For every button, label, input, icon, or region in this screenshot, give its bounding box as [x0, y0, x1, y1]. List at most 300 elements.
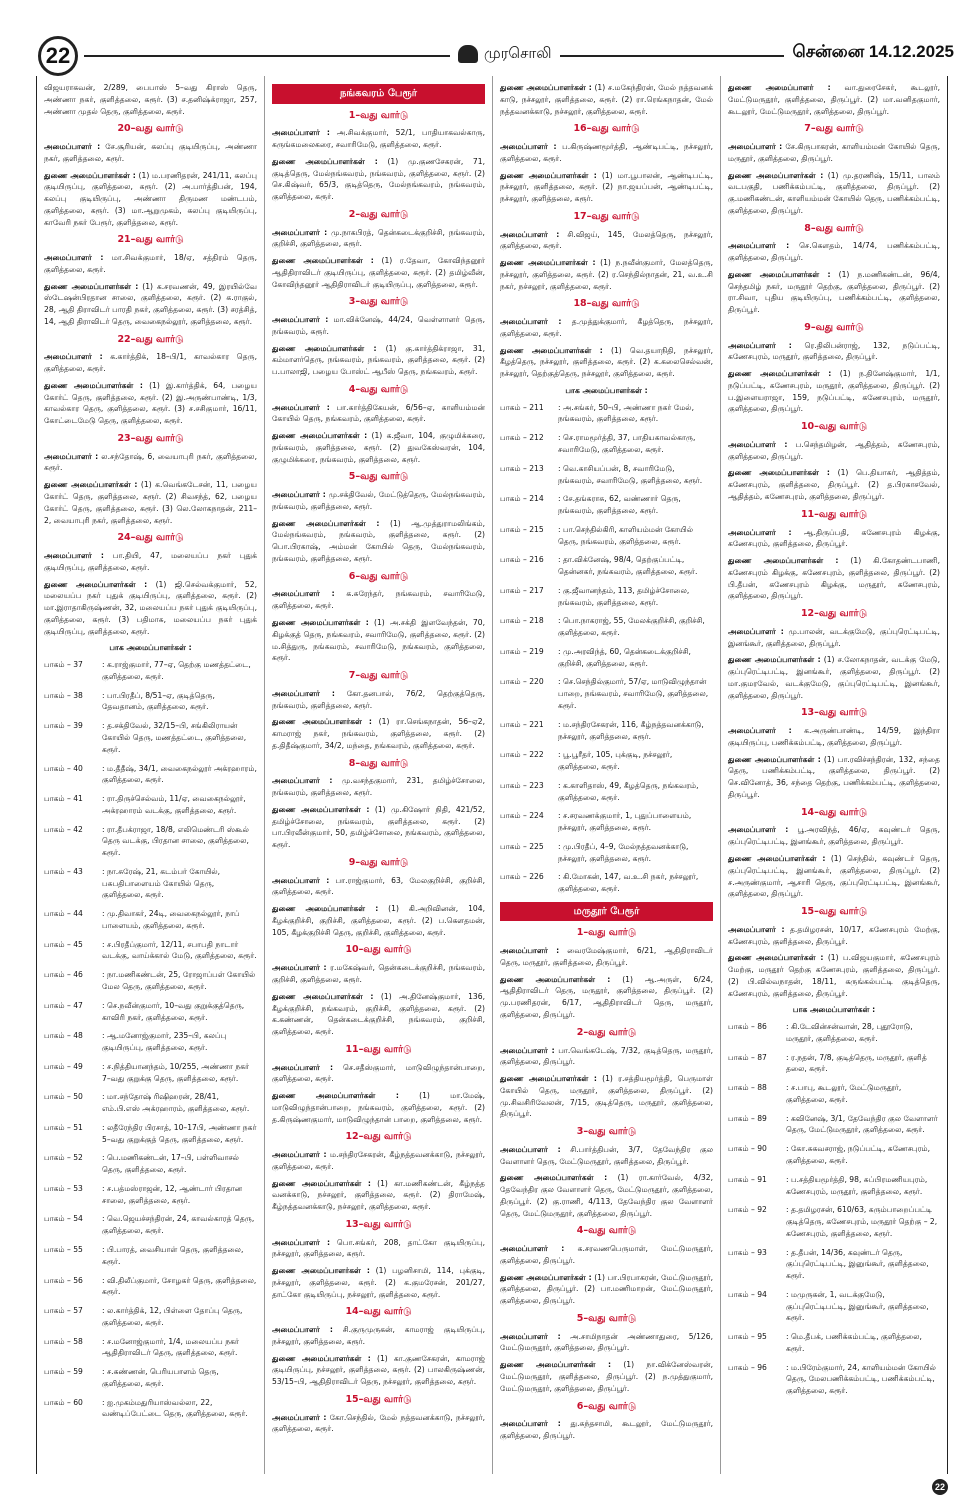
role-label: அமைப்பாளர் :	[500, 1244, 565, 1254]
booth-number: பாகம் – 50	[44, 1092, 83, 1102]
role-label: அமைப்பாளர் :	[500, 142, 557, 152]
entry-text: (1) பா.ரவிச்சந்திரன், 132, சந்தை தெரு, பணிக்கம்பட்டி, குளித்தலை, திருப்பூர். (2) செ.வினோத், 36, சந்தை தெற்கு, பணிக்கம்பட்டி, குளித்தலை, திருப்பூர்.	[728, 754, 940, 799]
entry-paragraph	[728, 170, 940, 217]
entry-text: (1) வெ.தயாநிதி, நச்சலூர், கீழத்தெரு, நச்சலூர், குளித்தலை, கரூர். (2) க.கலைசெல்வன், நச்சலூர், தெற்குத்தெரு, நச்சலூர், குளித்தலை, கரூர்.	[500, 345, 713, 379]
entry-text: பா.கார்த்திகேயன், 6/56–ஏ, காளியம்மன் கோயில் தெரு, நங்கவரம், குளித்தலை, கரூர்.	[272, 402, 485, 424]
entry-paragraph	[44, 82, 257, 117]
ward-heading: 3–வது வார்டு	[576, 1126, 637, 1138]
booth-entry	[44, 659, 257, 683]
booth-entry	[44, 824, 257, 859]
entry-paragraph	[728, 439, 940, 463]
booth-organizer: : ச.நித்தியானந்தம், 10/255, அண்ணா நகர் 7–வது குறுக்கு தெரு, குளித்தலை, கரூர்.	[102, 1061, 250, 1083]
role-label: துணை அமைப்பாளர்கள் :	[500, 83, 592, 92]
booth-number: பாகம் – 44	[44, 909, 83, 919]
booth-organizer: : ப.சத்தியமூர்த்தி, 98, சுப்பிரமணியபுரம், கணேசபுரம், மருதூர், குளித்தலை, கரூர்.	[786, 1174, 928, 1196]
role-label: அமைப்பாளர் :	[44, 551, 104, 561]
role-label: துணை அமைப்பாளர்கள் :	[500, 1272, 592, 1282]
entry-paragraph	[500, 1045, 713, 1069]
entry-text: (1) க.சரவணன், 49, இரயில்வே ஸ்டேஷன்பிரதான சாலை, குளித்தலை, கரூர். (2) க.ராகுல், 28, ஆதி திராவிடர் பாரதி நகர், குளித்தலை, கரூர். (3) சரத்சித், 14, ஆதி திராவிடர் தெரு, வைகைநல்லூர், குளித்தலை, கரூர்.	[44, 281, 257, 326]
booth-organizer: : ச.கண்ணன், பெரியபாளம் தெரு, குளித்தலை, கரூர்.	[102, 1367, 219, 1388]
booth-number: பாகம் – 226	[500, 872, 544, 882]
booth-entry	[728, 1143, 940, 1167]
booth-number: பாகம் – 60	[44, 1397, 83, 1407]
booth-number: பாகம் – 38	[44, 690, 83, 700]
booth-number: பாகம் – 215	[500, 524, 544, 534]
entry-paragraph	[500, 316, 713, 340]
booth-organizer: : ச.பிரதீப்குமார், 12/11, சபாபதி நாடார் வடக்கு, வாய்க்கால் மேடு, குளித்தலை, கரூர்.	[102, 939, 257, 961]
entry-text: க.சரவணபெருமாள், மேட்டுமருதூர், குளித்தலை, திருப்பூர்.	[500, 1244, 713, 1265]
booth-entry	[500, 585, 713, 609]
role-label: அமைப்பாளர் :	[272, 1412, 327, 1422]
role-label: துணை அமைப்பாளர்கள் :	[272, 904, 379, 914]
booth-entry	[44, 1152, 257, 1176]
booth-organizer: : நா.சுரேஷ், 21, கடம்பர் கோயில், பசுபதிபாளையம் கோயில் தெரு, குளித்தலை, கரூர்.	[102, 866, 221, 900]
entry-text: ப.கிருஷ்ணமூர்த்தி, ஆண்டிபட்டி, நச்சலூர், குளித்தலை, கரூர்.	[500, 142, 713, 163]
entry-text: மு.சக்திவேல், மேட்டுத்தெரு, மேல்நங்கவரம், நங்கவரம், குளித்தலை, கரூர்.	[272, 490, 485, 511]
role-label: அமைப்பாளர் :	[728, 726, 792, 736]
booth-entry	[44, 1397, 257, 1421]
booth-entry	[44, 969, 257, 993]
role-label: அமைப்பாளர் :	[272, 1237, 330, 1247]
entry-paragraph	[500, 1073, 713, 1120]
entry-paragraph	[44, 479, 257, 526]
booth-entry	[728, 1289, 940, 1324]
entry-paragraph	[728, 240, 940, 264]
entry-text: (1) க.ஜீவா, 104, குழுமிக்கரை, நங்கவரம், குளித்தலை, கரூர். (2) துவகேஸ்வரன், 104, குழுமிக்கரை, நங்கவரம், குளித்தலை, கரூர்.	[272, 431, 485, 464]
ward-heading: 6–வது வார்டு	[576, 1400, 637, 1412]
booth-entry	[500, 719, 713, 743]
role-label: அமைப்பாளர் :	[728, 340, 792, 350]
entry-paragraph	[272, 1353, 485, 1388]
entry-paragraph	[272, 156, 485, 203]
role-label: துணை அமைப்பாளர்கள் :	[272, 1178, 371, 1188]
role-label: துணை அமைப்பாளர்கள் :	[500, 170, 597, 180]
booth-organizer: : ச.மனோஜ்குமார், 1/4, மலையப்ப நகர் ஆதிதிராவிடர் தெரு, குளித்தலை, கரூர்.	[102, 1336, 239, 1358]
ward-heading: 1–வது வார்டு	[576, 927, 637, 939]
role-label: அமைப்பாளர் :	[728, 825, 789, 835]
booth-number: பாகம் – 91	[728, 1174, 767, 1184]
entry-paragraph	[272, 775, 485, 799]
role-label: துணை அமைப்பாளர்கள் :	[500, 974, 611, 984]
entry-paragraph	[272, 903, 485, 938]
entry-text: (1) மு.தரணிஷ், 15/11, பாலம் வடபகுதி, பணிக்கம்பட்டி, குளித்தலை, திருப்பூர். (2) கு.மணிகண்டன், காளியம்மன் கோயில் தெரு, பணிக்கம்பட்டி, குளித்தலை, திருப்பூர்.	[728, 170, 940, 215]
subheading: பாக அமைப்பாளர்கள் :	[792, 1005, 876, 1015]
ward-heading: 7–வது வார்டு	[348, 670, 409, 682]
ward-heading: 5–வது வார்டு	[348, 471, 409, 483]
entry-text: (1) மு.கிஷோர் நிதி, 421/52, தமிழ்ச்சோலை, நங்கவரம், குளித்தலை, கரூர். (2) பா.பிரவீன்குமார், 50, தமிழ்ச்சோலை, நங்கவரம், குளித்தலை, கரூர்.	[272, 804, 485, 850]
role-label: அமைப்பாளர் :	[500, 1144, 561, 1154]
entry-text: (1) மா.பூபாலன், ஆண்டிபட்டி, நச்சலூர், குளித்தலை, கரூர். (2) நா.ஜயப்பன், ஆண்டிபட்டி, நச்சலூர், குளித்தலை, கரூர்.	[500, 170, 713, 204]
ward-heading: 10–வது வார்டு	[800, 421, 868, 433]
role-label: துணை அமைப்பாளர்கள் :	[44, 281, 139, 291]
entry-text: ல.சந்தோஷ், 6, வையாபுரி நகர், குளித்தலை, கரூர்.	[44, 451, 257, 473]
booth-entry	[44, 1061, 257, 1085]
booth-organizer: : க.காளிதாஸ், 49, கீழத்தெரு, நங்கவரம், குளித்தலை, கரூர்.	[558, 780, 699, 802]
booth-number: பாகம் – 93	[728, 1247, 767, 1257]
entry-text: செ.கௌதம், 14/74, பணிக்கம்பட்டி, குளித்தலை, திருப்பூர்.	[728, 241, 940, 263]
role-label: அமைப்பாளர் :	[272, 227, 328, 237]
booth-number: பாகம் – 54	[44, 1214, 83, 1224]
ward-heading: 22–வது வார்டு	[117, 333, 184, 345]
entry-text: த.முத்துக்குமார், கீழத்தெரு, நச்சலூர், குளித்தலை, கரூர்.	[500, 317, 713, 338]
role-label: துணை அமைப்பாளர்கள் :	[272, 717, 372, 727]
booth-entry	[44, 1122, 257, 1146]
entry-paragraph	[728, 626, 940, 650]
ward-heading: 15–வது வார்டு	[800, 906, 868, 918]
ward-heading: 7–வது வார்டு	[804, 123, 864, 135]
entry-paragraph	[728, 340, 940, 364]
role-label: அமைப்பாளர் :	[44, 142, 101, 152]
ward-heading: 10–வது வார்டு	[345, 944, 412, 956]
entry-paragraph	[728, 527, 940, 551]
newspaper-name: முரசொலி	[484, 44, 552, 62]
entry-text: சி.விஜய், 145, மேலத்தெரு, நச்சலூர், குளித்தலை, கரூர்.	[500, 229, 713, 251]
entry-paragraph	[728, 368, 940, 415]
booth-organizer: : வி.திலீப்குமார், சோழகர் தெரு, குளித்தலை, கரூர்.	[102, 1275, 257, 1297]
entry-text: (1) கா.மணிகண்டன், கீழ்நத்த வனக்காடு, நச்சலூர், குளித்தலை, கரூர். (2) திராமேஷ், கீழ்நத்தவனக்காடு, நச்சலூர், குளித்தலை, கரூர்.	[272, 1178, 485, 1212]
ward-heading: 13–வது வார்டு	[800, 707, 868, 719]
role-label: துணை அமைப்பாளர்கள் :	[44, 380, 143, 390]
entry-text: மா.விக்னேஷ், 44/24, வெள்ளாளர் தெரு, நங்கவரம், கரூர்.	[272, 315, 485, 336]
role-label: அமைப்பாளர் :	[728, 527, 792, 537]
booth-number: பாகம் – 37	[44, 660, 83, 670]
ward-heading: 2–வது வார்டு	[348, 208, 409, 220]
entry-text: பா.தியி, 47, மலையப்ப நகர் புதுக் குடியிருப்பு, குளித்தலை, கரூர்.	[44, 551, 257, 572]
booth-entry	[44, 1213, 257, 1237]
entry-paragraph	[500, 82, 713, 117]
ward-heading: 15–வது வார்டு	[345, 1393, 412, 1405]
entry-text: வா.துரைசேகர், கூடலூர், மேட்டுமருதூர், குளித்தலை, திருப்பூர். (2) மா.வனிதகுமார், கூடலூர், மேட்டுமருதூர், குளித்தலை, திருப்பூர்.	[728, 83, 940, 116]
entry-text: சே.கிருபாகரன், காளியம்மன் கோயில் தெரு, மருதூர், குளித்தலை, திருப்பூர்.	[728, 142, 940, 163]
role-label: அமைப்பாளர் :	[500, 946, 560, 956]
entry-paragraph	[728, 654, 940, 701]
ward-heading: 4–வது வார்டு	[348, 383, 409, 395]
booth-number: பாகம் – 57	[44, 1306, 83, 1316]
entry-text: (1) ந.நவீன்குமார், மேலத்தெரு, நச்சலூர், குளித்தலை, கரூர். (2) ர.செந்தில்நாதன், 21, வ.உ.சி நகர், நச்சலூர், குளித்தலை, கரூர்.	[500, 258, 713, 291]
role-label: துணை அமைப்பாளர்கள் :	[728, 468, 830, 478]
booth-number: பாகம் – 88	[728, 1083, 767, 1093]
ward-heading: 21–வது வார்டு	[117, 234, 184, 246]
booth-organizer: : ம.பிரேம்குமார், 24, காளியம்மன் கோயில் தெரு, மேலபணிக்கம்பட்டி, பணிக்கம்பட்டி, குளித்தலை, கரூர்.	[786, 1362, 936, 1396]
role-label: அமைப்பாளர் :	[272, 688, 335, 698]
entry-text: ப.செந்தமிழன், ஆதித்தம், கணேசபுரம், குளித்தலை, திருப்பூர்.	[728, 439, 940, 461]
booth-number: பாகம் – 213	[500, 463, 544, 473]
role-label: அமைப்பாளர் :	[44, 451, 99, 461]
entry-text: (1) கி.அறிவினன், 104, கீழக்குறிச்சி, குறிச்சி, குளித்தலை, கரூர். (2) ப.கௌதமன், 105, கீழக்குறிச்சி தெரு, குறிச்சி, குளித்தலை, கரூர்.	[272, 904, 485, 937]
booth-entry	[500, 810, 713, 834]
entry-paragraph	[500, 345, 713, 380]
entry-paragraph	[44, 579, 257, 638]
role-label: துணை அமைப்பாளர்கள் :	[728, 556, 839, 566]
entry-paragraph	[500, 1144, 713, 1168]
entry-text: ரெ.திலிபன்ராஜ், 132, நடுப்பட்டி, கணேசபுரம், மருதூர், குளித்தலை, திருப்பூர்.	[728, 340, 940, 362]
entry-paragraph	[272, 343, 485, 378]
role-label: அமைப்பாளர் :	[272, 776, 333, 786]
ward-heading: 11–வது வார்டு	[800, 508, 868, 520]
article-columns	[36, 76, 948, 1474]
entry-text: சி.பார்த்திபன், 3/7, தேவேந்திர குல வேளாளர் தெரு, மேட்டுமருதூர், குளித்தலை, திருப்பூர்.	[500, 1144, 713, 1166]
booth-organizer: : வெ.காசியப்பன், 8, சவாரிமேடு, நங்கவரம், சவாரிமேடு, குளித்தலை, கரூர்.	[558, 463, 703, 485]
booth-organizer: : ல.கார்த்திக், 12, பிள்ளை தோப்பு தெரு, குளித்தலை, கரூர்.	[102, 1306, 243, 1327]
column-2	[264, 76, 492, 1474]
entry-text: மு.நாகபிரத், தென்கடைக்குறிச்சி, நங்கவரம், குறிச்சி, குளித்தலை, கரூர்.	[272, 227, 485, 249]
booth-organizer: : லதீரேந்திர பிரசாத், 10–17பி, அண்ணா நகர் 5–வது குறுக்குத் தெரு, குளித்தலை, கரூர்.	[102, 1122, 257, 1144]
booth-organizer: : ரா.தீபக்ராஜா, 18/8, எலிமெண்டரி ஸ்கூல் தெரு வடக்கு, பிரதான சாலை, குளித்தலை, கரூர்.	[102, 824, 249, 858]
entry-paragraph	[500, 1172, 713, 1219]
entry-paragraph	[272, 430, 485, 465]
entry-paragraph	[272, 227, 485, 251]
entry-text: (1) ஆ.முத்துராமலிங்கம், மேல்நங்கவரம், நங்கவரம், குளித்தலை, கரூர். (2) பொ.பிரகாஷ், அம்மன் கோயில் தெரு, மேல்நங்கவரம், நங்கவரம், குளித்தலை, கரூர்.	[272, 518, 486, 563]
masthead	[18, 24, 954, 70]
entry-text: கோ.தனபால், 76/2, தெற்குத்தெரு, நங்கவரம், குளித்தலை, கரூர்.	[272, 688, 485, 710]
dateline: சென்னை 14.12.2025	[784, 42, 954, 64]
ward-heading: 9–வது வார்டு	[348, 856, 409, 868]
entry-paragraph	[728, 952, 940, 999]
entry-text: (1) ம.பரணிதரன், 241/11, கலப்பு குடியிருப்பு, குளித்தலை, கரூர். (2) அ.பார்த்திபன், 194, கலப்பு குடியிருப்பு, அண்ணா திருமண மண்டபம், குளித்தலை, கரூர். (3) மா.ஆறுமுகம், கலப்பு குடியிருப்பு, காவேரி நகர் பேரூர், குளித்தலை, கரூர்.	[44, 170, 257, 227]
ward-heading: 23–வது வார்டு	[117, 433, 184, 444]
entry-text: (1) ர.சத்தியமூர்த்தி, பெருமாள் கோயில் தெரு, மருதூர், குளித்தலை, திருப்பூர். (2) மு.சிவசிரிவேலன், 7/15, குடித்தெரு, மருதூர், குளித்தலை, திருப்பூர்.	[500, 1074, 713, 1119]
entry-text: (1) இ.கார்த்திக், 64, பழைய கோர்ட் தெரு, குளித்தலை, கரூர். (2) இ.அருண்பாண்டி, 1/3, காவல்கார தெரு, குளித்தலை, கரூர். (3) ச.சசிகுமார், 16/11, கோட்டைமேடு தெரு, குளித்தலை, கரூர்.	[44, 380, 257, 426]
entry-paragraph	[44, 281, 257, 328]
booth-entry	[44, 1000, 257, 1024]
booth-organizer: : பா.பிரதீப், 8/51–ஏ, குடித்தெரு, தேவதானம், குளித்தலை, கரூர்.	[102, 690, 215, 712]
booth-organizer: : மமுருகன், 1, வடக்குமேடு, குப்புரெட்டிபட்டி, இனுங்கூர், குளித்தலை, கரூர்.	[786, 1289, 929, 1323]
entry-text: (1) ச.மகேந்திரன், மேல் நத்தவனக் காடு, நச்சலூர், குளித்தலை, கரூர். (2) ரா.ரெங்கநாதன், மேல் நத்தவனக்காடு, நச்சலூர், குளித்தலை, கரூர்.	[500, 83, 713, 116]
booth-entry	[44, 1183, 257, 1207]
booth-organizer: : மெ.தீபக், பணிக்கம்பட்டி, குளித்தலை, கரூர்.	[786, 1332, 922, 1353]
entry-text: பா.வெங்கடேஷ், 7/32, குடித்தெரு, மருதூர், குளித்தலை, திருப்பூர்.	[500, 1045, 713, 1067]
entry-paragraph	[728, 269, 940, 316]
booth-entry	[500, 402, 713, 426]
booth-number: பாகம் – 89	[728, 1113, 767, 1123]
entry-paragraph	[272, 804, 485, 851]
booth-number: பாகம் – 46	[44, 970, 83, 980]
role-label: துணை அமைப்பாளர்கள் :	[272, 804, 370, 814]
entry-text: (1) அ.சக்தி இளவேந்தன், 70, கிழக்குத் தெரு, நங்கவரம், சவாரிமேடு, குளித்தலை, கரூர். (2) ம.சித்துரு, நங்கவரம், சவாரிமேடு, நங்கவரம், குளித்தலை, கரூர்.	[272, 618, 486, 663]
booth-number: பாகம் – 211	[500, 402, 544, 412]
entry-paragraph	[272, 617, 485, 664]
entry-paragraph	[500, 1243, 713, 1267]
entry-paragraph	[500, 229, 713, 253]
entry-paragraph	[272, 1324, 485, 1348]
booth-organizer: : கவினேஷ், 3/1, தேவேந்திர குல வேளாளர் தெரு, மேட்டுமருதூர், குளித்தலை, கரூர்.	[786, 1113, 938, 1135]
role-label: அமைப்பாளர் :	[272, 315, 329, 325]
entry-paragraph	[728, 853, 940, 900]
role-label: அமைப்பாளர் :	[728, 439, 788, 449]
booth-number: பாகம் – 224	[500, 811, 544, 821]
role-label: துணை அமைப்பாளர்கள் :	[272, 256, 374, 266]
role-label: துணை அமைப்பாளர்கள் :	[728, 953, 824, 963]
role-label: அமைப்பாளர் :	[272, 128, 330, 138]
entry-text: த.தமிழரசன், 10/17, கணேசபுரம் மேற்கு, கணேசபுரம், குளித்தலை, திருப்பூர்.	[728, 924, 940, 946]
entry-text: (1) மு.குணசேகரன், 71, குடித்தெரு, மேல்நங்கவரம், நங்கவரம், குளித்தலை, கரூர். (2) செ.கிஷ்வர், 65/3, குடித்தெரு, மேல்நங்கவரம், நங்கவரம், குளித்தலை, கரூர்.	[272, 156, 485, 202]
role-label: துணை அமைப்பாளர்கள் :	[272, 618, 369, 628]
entry-text: (1) ரா.செங்கநாதன், 56–ஏ2, காமராஜ் நகர், நங்கவரம், குளித்தலை, கரூர். (2) த.திதீஷ்குமார், 34/2, மந்தை, நங்கவரம், குளித்தலை, கரூர்.	[272, 717, 485, 750]
booth-number: பாகம் – 53	[44, 1183, 83, 1193]
booth-number: பாகம் – 223	[500, 780, 544, 790]
role-label: அமைப்பாளர் :	[44, 352, 103, 362]
ward-heading: 24–வது வார்டு	[117, 532, 184, 544]
booth-organizer: : செ.செந்தில்குமார், 57/ஏ, மாடுவிழுந்தான் பாறை, நங்கவரம், சவாரிமேடு, குளித்தலை, கரூர்.	[558, 677, 709, 711]
role-label: துணை அமைப்பாளர்கள் :	[272, 991, 374, 1001]
ward-heading: 18–வது வார்டு	[573, 298, 640, 310]
entry-text: (1) கு.கார்த்திக்ராஜா, 31, கம்மாளர்தெரு, நங்கவரம், நங்கவரம், குளித்தலை, கரூர். (2) ப.பாலாஜி, பழைய போஸ்ட் ஆபீஸ் தெரு, நங்கவரம், கரூர்.	[272, 343, 485, 377]
entry-text: ர.மகேஷ்வர், தென்கடைக்குறிச்சி, நங்கவரம், குறிச்சி, குளித்தலை, கரூர்.	[272, 963, 485, 984]
booth-organizer: : பா.செந்தில்கிரி, காளியம்மன் கோயில் தெரு, நங்கவரம், குளித்தலை, கரூர்.	[558, 524, 694, 546]
ward-heading: 3–வது வார்டு	[348, 296, 409, 308]
booth-number: பாகம் – 45	[44, 939, 83, 949]
booth-entry	[44, 1366, 257, 1390]
role-label: துணை அமைப்பாளர்கள் :	[500, 345, 603, 355]
entry-paragraph	[272, 1062, 485, 1086]
booth-organizer: : த.தமிழரசன், 610/63, கரும்பாறைப்பட்டி குடித்தெரு, கணேசபுரம், மருதூர் தெற்கு – 2, கணேசபுரம், குளித்தலை, கரூர்.	[786, 1205, 938, 1238]
role-label: துணை அமைப்பாளர்கள் :	[500, 1173, 608, 1183]
booth-number: பாகம் – 59	[44, 1367, 83, 1377]
entry-paragraph	[728, 141, 940, 165]
booth-organizer: : நா.மணிகண்டன், 25, ரோஜாப்பள் கோயில் மேல தெரு, குளித்தலை, கரூர்.	[102, 970, 256, 991]
ward-heading: 4–வது வார்டு	[576, 1225, 637, 1237]
booth-number: பாகம் – 87	[728, 1052, 767, 1062]
booth-number: பாகம் – 56	[44, 1275, 83, 1285]
booth-organizer: : மு.அரவிந்த், 60, தென்கடைக்குறிச்சி, குறிச்சி, குளித்தலை, கரூர்.	[558, 646, 691, 668]
entry-text: சே.சூரியன், கலப்பு குடியிருப்பு, அண்ணா நகர், குளித்தலை, கரூர்.	[44, 142, 257, 163]
booth-organizer: : மு.திவாகர், 24டி, வைகைநல்லூர், நாப் பாளையம், குளித்தலை, கரூர்.	[102, 909, 240, 930]
booth-number: பாகம் – 94	[728, 1289, 767, 1299]
entry-paragraph	[728, 555, 940, 602]
booth-number: பாகம் – 214	[500, 494, 544, 504]
role-label: துணை அமைப்பாளர்கள் :	[500, 1360, 612, 1370]
entry-paragraph	[272, 991, 485, 1038]
booth-entry	[44, 1244, 257, 1268]
newspaper-brand	[450, 44, 560, 64]
column-4	[720, 76, 948, 1474]
booth-entry	[728, 1204, 940, 1239]
role-label: துணை அமைப்பாளர் :	[728, 83, 831, 92]
entry-paragraph	[500, 1418, 713, 1442]
entry-paragraph	[272, 489, 485, 513]
role-label: அமைப்பாளர் :	[500, 1419, 561, 1429]
booth-number: பாகம் – 48	[44, 1031, 83, 1041]
entry-text: (1) ந.மணிகண்டன், 96/4, செந்தமிழ் நகர், மருதூர் தெற்கு, குளித்தலை, திருப்பூர். (2) ரா.சிவா, புதிய குடியிருப்பு, பணிக்கம்பட்டி, குளித்தலை, திருப்பூர்.	[728, 269, 940, 315]
entry-text: அ.சாமிநாதன் அண்ணாதுரை, 5/126, மேட்டுமருதூர், குளித்தலை, திருப்பூர்.	[500, 1331, 713, 1353]
entry-text: கோ.செந்தில், மேல் நத்தவனக்காடு, நச்சலூர், குளித்தலை, கரூர்.	[272, 1412, 485, 1434]
role-label: துணை அமைப்பாளர்கள் :	[272, 343, 377, 353]
booth-organizer: : பொ.நாகராஜ், 55, மேலக்குறிச்சி, குறிச்சி, குளித்தலை, கரூர்.	[558, 616, 705, 638]
role-label: துணை அமைப்பாளர்கள் :	[728, 754, 821, 764]
role-label: அமைப்பாளர் :	[272, 589, 335, 599]
booth-number: பாகம் – 90	[728, 1144, 767, 1154]
entry-text: (1) செந்தில், கவுண்டர் தெரு, குப்புரெட்டிபட்டி, இனங்கூர், குளித்தலை, திருப்பூர். (2) ச.அருண்குமார், ஆசாரி தெரு, குப்புரெட்டிபட்டி, இனங்கூர், குளித்தலை, திருப்பூர்.	[728, 853, 940, 899]
booth-number: பாகம் – 221	[500, 719, 544, 729]
booth-organizer: : ம.சந்திரசேகரன், 116, கீழ்நத்தவனக்காடு, நச்சலூர், குளித்தலை, கரூர்.	[558, 719, 704, 741]
role-label: அமைப்பாளர் :	[728, 142, 783, 152]
ward-heading: 20–வது வார்டு	[117, 123, 184, 135]
booth-entry	[500, 493, 713, 517]
entry-paragraph	[272, 588, 485, 612]
entry-text: மா.சிவக்குமார், 18/ஏ, சத்திரம் தெரு, குளித்தலை, கரூர்.	[44, 253, 258, 274]
footer-page-number: 22	[932, 1479, 948, 1495]
booth-number: பாகம் – 95	[728, 1332, 767, 1342]
booth-organizer: : ஐ.முகம்மதுரியாஸ்வல்லா, 22, வண்டிப்பேட்டை தெரு, குளித்தலை, கரூர்.	[102, 1397, 248, 1419]
role-label: அமைப்பாளர் :	[272, 402, 330, 412]
booth-organizer: : வெ.ஜெயச்சந்திரன், 24, காவல்காரத் தெரு, குளித்தலை, கரூர்.	[102, 1214, 255, 1236]
booth-number: பாகம் – 220	[500, 677, 544, 687]
booth-organizer: : அ.சங்கர், 50–பி, அண்ணா நகர் மேல், நங்கவரம், குளித்தலை, கரூர்.	[558, 402, 695, 424]
entry-paragraph	[272, 127, 485, 151]
booth-organizer: : ர.நதன், 7/8, குடித்தெரு, மருதூர், குளித் தலை, கரூர்.	[786, 1052, 927, 1074]
entry-text: மு.பாலன், வடக்குமேடு, குப்புரெட்டிபட்டி, இனங்கூர், குளித்தலை, திருப்பூர்.	[728, 626, 940, 648]
entry-text: வைரமேஷ்குமார், 6/21, ஆதிதிராவிடர் தெரு, மருதூர், குளித்தலை, திருப்பூர்.	[500, 946, 713, 967]
entry-text: (1) கி.கோதண்டபாணி, கணேசபுரம் கிழக்கு, கணேசபுரம், குளித்தலை, திருப்பூர். (2) பி.தீபன், கணேசபுரம் கிழக்கு, மருதூர், கணேசபுரம், குளித்தலை, திருப்பூர்.	[728, 556, 940, 601]
role-label: துணை அமைப்பாளர்கள் :	[44, 170, 136, 180]
role-label: துணை அமைப்பாளர்கள் :	[272, 1266, 370, 1276]
role-label: அமைப்பாளர் :	[728, 924, 785, 934]
role-label: துணை அமைப்பாளர்கள் :	[272, 518, 380, 528]
booth-number: பாகம் – 47	[44, 1000, 83, 1010]
entry-text: து.சுந்தசாமி, கூடலூர், மேட்டுமருதூர், குளித்தலை, திருப்பூர்.	[500, 1419, 713, 1440]
entry-text: (1) பழனிசாமி, 114, புக்குடி, நச்சலூர், குளித்தலை, கரூர். (2) க.குமரேசன், 201/27, தாட்கோ குடியிருப்பு, நச்சலூர், குளித்தலை, கரூர்.	[272, 1266, 486, 1299]
booth-organizer: : கோ.சுகவசராஜ், நடுப்பட்டி, கணேசபுரம், குளித்தலை, கரூர்.	[786, 1144, 931, 1165]
entry-paragraph	[44, 252, 257, 276]
entry-paragraph	[44, 351, 257, 375]
role-label: துணை அமைப்பாளர்கள் :	[728, 369, 832, 379]
entry-text: க.அருண்பாண்டி, 14/59, இந்திரா குடியிருப்பு, பணிக்கம்பட்டி, குளித்தலை, திருப்பூர்.	[728, 726, 940, 747]
ward-heading: 12–வது வார்டு	[800, 608, 868, 620]
entry-paragraph	[272, 402, 485, 426]
booth-entry	[500, 780, 713, 804]
ward-heading: 5–வது வார்டு	[576, 1312, 637, 1324]
entry-paragraph	[728, 82, 940, 117]
ward-heading: 11–வது வார்டு	[345, 1043, 412, 1055]
entry-paragraph	[272, 255, 485, 290]
booth-organizer: : பூ.பூரீதர், 105, புக்குடி, நச்சலூர், குளித்தலை, கரூர்.	[558, 750, 673, 772]
entry-paragraph	[500, 1272, 713, 1307]
role-label: அமைப்பாளர் :	[272, 875, 330, 885]
subheading: பாக அமைப்பாளர்கள் :	[109, 643, 192, 653]
booth-number: பாகம் – 55	[44, 1245, 83, 1255]
entry-paragraph	[272, 962, 485, 986]
booth-number: பாகம் – 42	[44, 824, 83, 834]
booth-entry	[500, 841, 713, 865]
entry-text: ம.சந்திரசேகரன், கீழ்நத்தவனக்காடு, நச்சலூர், குளித்தலை, கரூர்.	[272, 1150, 485, 1171]
entry-paragraph	[728, 467, 940, 502]
entry-text: பா.ராஜ்குமார், 63, மேலகுறிச்சி, குறிச்சி, குளித்தலை, கரூர்.	[272, 875, 485, 897]
booth-entry	[500, 615, 713, 639]
role-label: துணை அமைப்பாளர்கள் :	[44, 480, 138, 490]
booth-entry	[728, 1052, 940, 1076]
role-label: அமைப்பாளர் :	[272, 963, 327, 973]
role-label: துணை அமைப்பாளர்கள் :	[728, 269, 831, 279]
entry-paragraph	[44, 141, 257, 165]
role-label: அமைப்பாளர் :	[500, 229, 560, 239]
entry-text: சி.குருமுருகன், காமராஜ் குடியிருப்பு, நச்சலூர், குளித்தலை, கரூர்.	[272, 1325, 485, 1346]
role-label: துணை அமைப்பாளர்கள் :	[272, 431, 368, 441]
role-label: துணை அமைப்பாளர்கள் :	[272, 1091, 399, 1101]
ward-heading: 12–வது வார்டு	[345, 1131, 412, 1143]
entry-paragraph	[728, 924, 940, 948]
entry-paragraph	[272, 1149, 485, 1173]
booth-entry	[500, 432, 713, 456]
role-label: அமைப்பாளர் :	[500, 1045, 555, 1055]
ward-heading: 8–வது வார்டு	[348, 757, 409, 769]
booth-entry	[44, 939, 257, 963]
entry-text: விஜயராகவன், 2/289, பைபாஸ் 5–வது கிராஸ் தெரு, அண்ணா நகர், குளித்தலை, கரூர். (3) ச.தனிஷ்க்ராஜா, 257, அண்ணா முதல் தெரு, குளித்தலை, கரூர்.	[44, 83, 257, 116]
entry-paragraph	[272, 1265, 485, 1300]
entry-paragraph	[272, 314, 485, 338]
entry-paragraph	[44, 451, 257, 475]
booth-number: பாகம் – 225	[500, 841, 544, 851]
entry-paragraph	[500, 1331, 713, 1355]
